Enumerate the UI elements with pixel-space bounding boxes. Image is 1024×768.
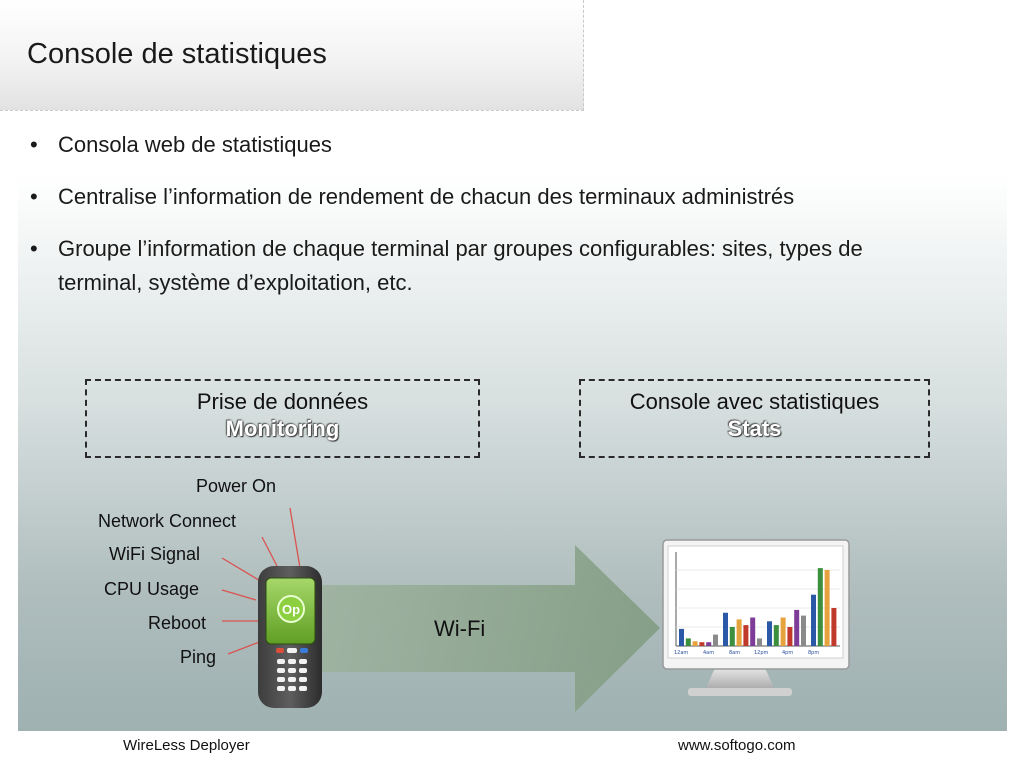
svg-text:4am: 4am [703,650,715,656]
bullet-dot-icon: • [30,184,38,209]
monitor-chart-bar [781,618,786,647]
metric-cpu-usage: CPU Usage [104,579,200,599]
monitor-chart-bar [774,625,779,646]
monitor-chart-bar [794,610,799,646]
bullet-text: Groupe l’information de chaque terminal par groupes configurables: sites, types de terminal, système d’exploitation, etc. [58,236,863,295]
monitor-chart-bar [699,642,704,646]
monitor-chart-bar [787,627,792,646]
metric-network-connect: Network Connect [98,511,237,531]
metric-reboot: Reboot [148,613,207,633]
svg-text:8pm: 8pm [808,650,820,656]
svg-text:12pm: 12pm [754,650,769,656]
monitor-chart-bar [831,608,836,646]
monitor-chart-bar [767,621,772,646]
footer-right: www.softogo.com [678,737,796,754]
monitoring-label: Monitoring [225,416,340,441]
slide-title: Console de statistiques [27,38,327,70]
wifi-label: Wi-Fi [434,616,486,641]
bullet-text: Consola web de statistiques [58,132,332,157]
bullet-dot-icon: • [30,132,38,157]
metric-wifi-signal: WiFi Signal [109,544,201,564]
svg-text:8am: 8am [729,650,741,656]
data-capture-label: Prise de données [196,389,369,414]
stats-label: Stats [727,416,782,441]
stats-console-label: Console avec statistiques [629,389,880,414]
monitor-chart-bar [737,619,742,646]
bullet-text: Centralise l’information de rendement de chacun des terminaux administrés [58,184,795,209]
monitor-chart-bar [743,625,748,646]
monitor-chart-bar [811,595,816,646]
bullet-dot-icon: • [30,236,38,261]
metric-power-on: Power On [196,476,277,496]
monitor-chart-bar [723,613,728,646]
monitor-chart-bar [750,618,755,647]
monitor-chart-bar [706,642,711,646]
monitor-chart-bar [730,627,735,646]
monitor-chart-bar [757,638,762,646]
monitor-chart-bar [679,629,684,646]
svg-text:4pm: 4pm [782,650,794,656]
monitor-chart-bar [818,568,823,646]
footer-left: WireLess Deployer [123,737,250,754]
monitor-with-bar-chart-icon [663,540,849,696]
handheld-terminal-icon [258,566,322,708]
monitor-chart-bar [686,638,691,646]
svg-text:12am: 12am [674,650,689,656]
monitor-chart-bar [801,616,806,646]
monitor-chart-bar [825,570,830,646]
metric-ping: Ping [180,647,217,667]
monitor-chart-bar [693,641,698,646]
svg-text:Op: Op [281,602,301,617]
monitor-chart-bar [713,635,718,646]
